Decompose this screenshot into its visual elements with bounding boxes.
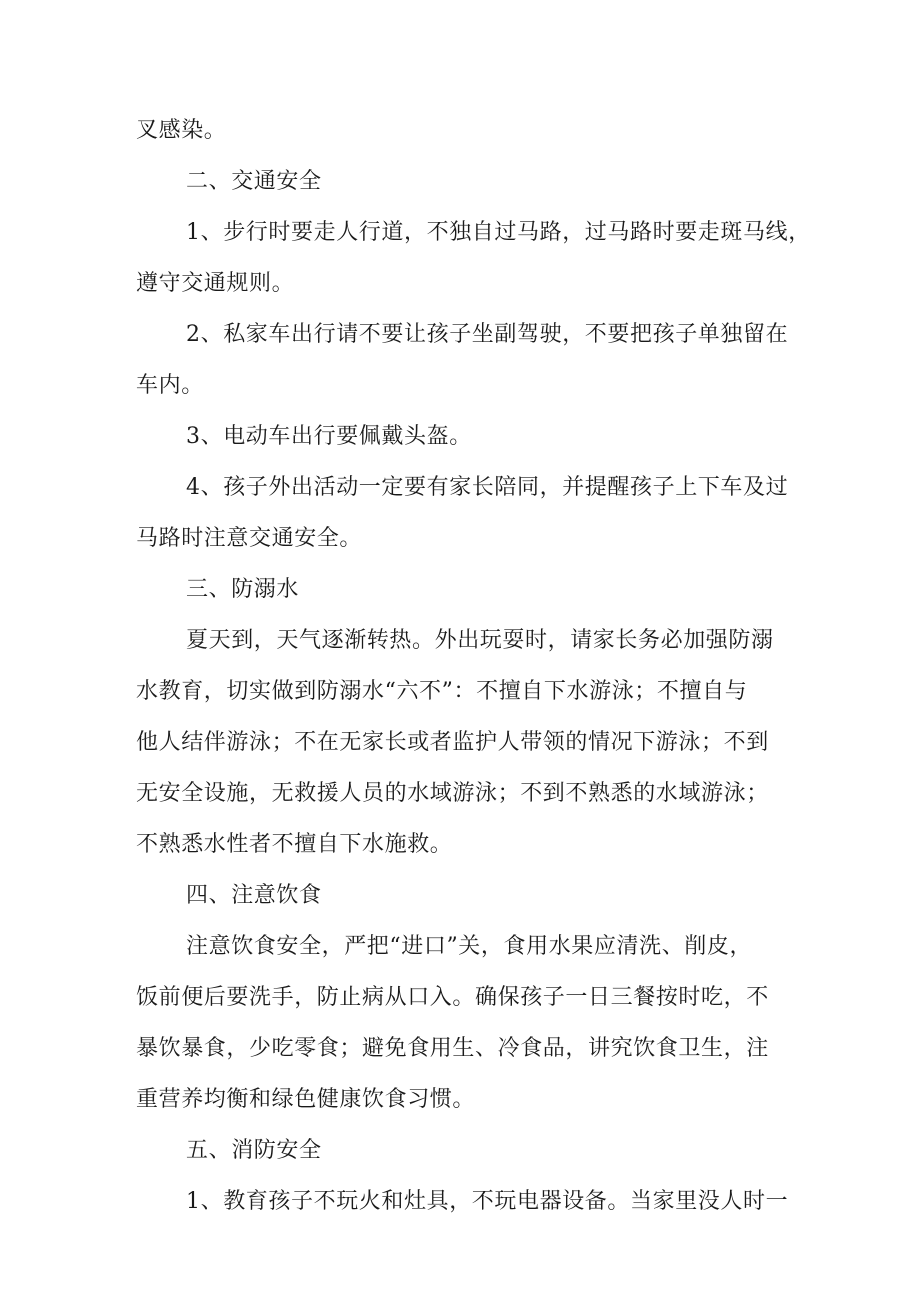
text-line: 重营养均衡和绿色健康饮食习惯。 [136, 1087, 476, 1112]
text-line: 2、私家车出行请不要让孩子坐副驾驶，不要把孩子单独留在 [186, 322, 789, 347]
text-line: 暴饮暴食，少吃零食；避免食用生、冷食品，讲究饮食卫生，注 [136, 1036, 769, 1061]
text-line: 注意饮食安全，严把“进口”关，食用水果应清洗、削皮， [186, 934, 753, 959]
text-line: 1、步行时要走人行道，不独自过马路，过马路时要走斑马线， [186, 220, 811, 245]
text-line: 饭前便后要洗手，防止病从口入。确保孩子一日三餐按时吃，不 [136, 985, 769, 1010]
text-line: 4、孩子外出活动一定要有家长陪同，并提醒孩子上下车及过 [186, 475, 789, 500]
text-line: 1、教育孩子不玩火和灶具，不玩电器设备。当家里没人时一 [186, 1189, 789, 1214]
section-heading-traffic-safety: 二、交通安全 [186, 169, 322, 194]
section-heading-diet: 四、注意饮食 [186, 883, 322, 908]
text-line: 不熟悉水性者不擅自下水施救。 [136, 832, 453, 857]
text-line: 他人结伴游泳；不在无家长或者监护人带领的情况下游泳；不到 [136, 730, 769, 755]
text-line: 马路时注意交通安全。 [136, 526, 363, 551]
text-line: 车内。 [136, 373, 204, 398]
text-line: 无安全设施，无救援人员的水域游泳；不到不熟悉的水域游泳； [136, 781, 769, 806]
text-line: 叉感染。 [136, 118, 227, 143]
text-line: 夏天到，天气逐渐转热。外出玩耍时，请家长务必加强防溺 [186, 628, 774, 653]
text-line: 水教育，切实做到防溺水“六不”：不擅自下水游泳；不擅自与 [136, 679, 748, 704]
section-heading-drowning-prevention: 三、防溺水 [186, 577, 300, 602]
text-line: 遵守交通规则。 [136, 271, 295, 296]
section-heading-fire-safety: 五、消防安全 [186, 1138, 322, 1163]
text-line: 3、电动车出行要佩戴头盔。 [186, 424, 472, 449]
